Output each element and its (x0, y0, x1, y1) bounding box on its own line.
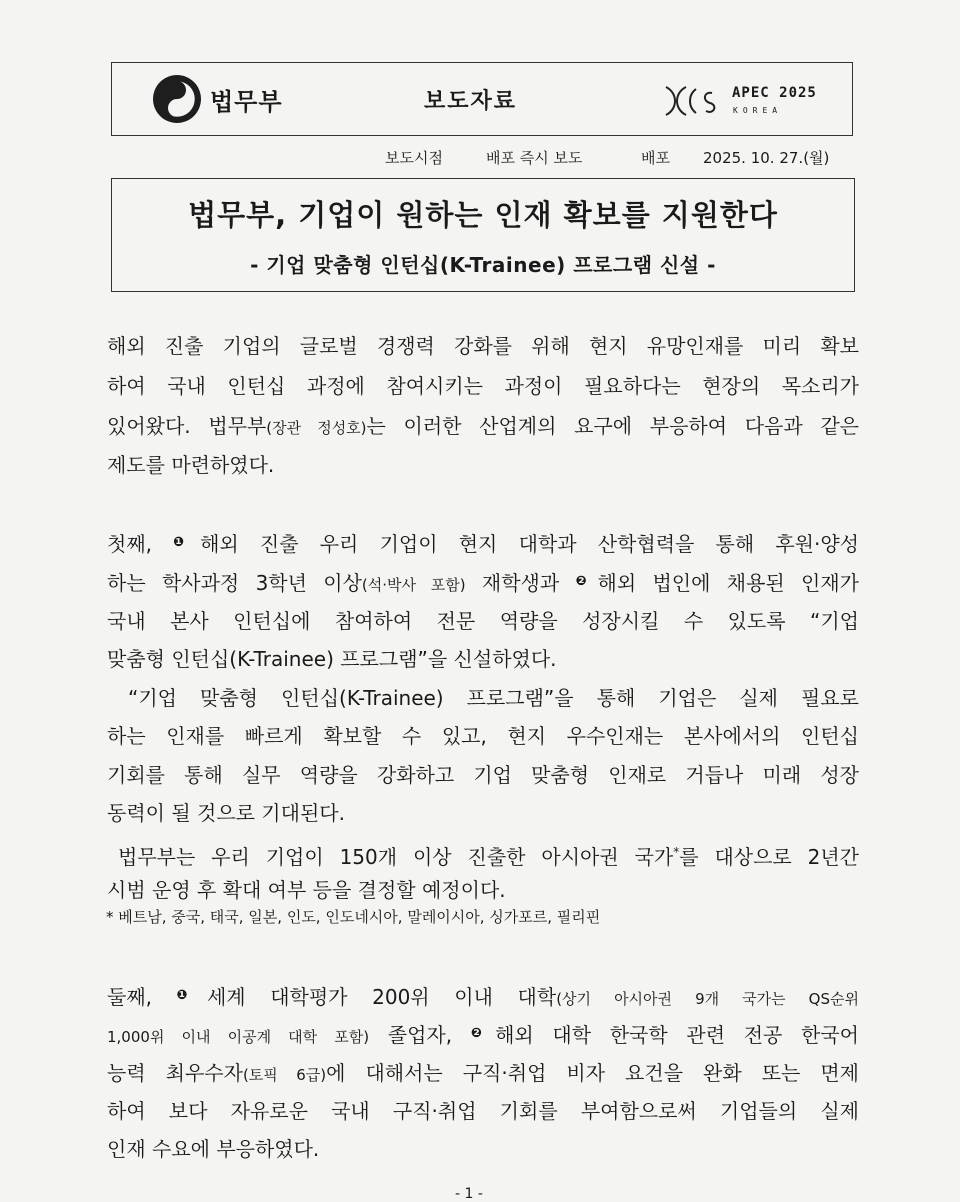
first-line-6: 하는 인재를 빠르게 확보할 수 있고, 현지 우수인재는 본사에서의 인턴십 (107, 724, 859, 748)
header-box (111, 62, 853, 136)
release-date-label: 배포 (641, 149, 670, 167)
second-line-3: 능력 최우수자(토픽 6급)에 대해서는 구직·취업 비자 요건을 완화 또는 면제 (107, 1061, 859, 1085)
government-emblem-icon (152, 74, 202, 124)
apec-title: APEC 2025 (732, 85, 817, 101)
apec-logo-icon (662, 81, 722, 121)
first-line-10: 시범 운영 후 확대 여부 등을 결정할 예정이다. (107, 878, 506, 902)
release-time-value: 배포 즉시 보도 (486, 149, 583, 167)
apec-subtitle: KOREA (733, 106, 783, 115)
page-number: - 1 - (455, 1186, 483, 1202)
intro-line-2: 하여 국내 인턴십 과정에 참여시키는 과정이 필요하다는 현장의 목소리가 (107, 374, 859, 398)
second-line-1: 둘째, $^❶$세계 대학평가 200위 이내 대학(상기 아시아권 9개 국가는 QS순위 (107, 985, 859, 1009)
first-line-9: 법무부는 우리 기업이 150개 이상 진출한 아시아권 국가*를 대상으로 2년간 (118, 845, 859, 869)
release-time-label: 보도시점 (385, 149, 443, 167)
first-line-8: 동력이 될 것으로 기대된다. (107, 801, 345, 825)
headline: 법무부, 기업이 원하는 인재 확보를 지원한다 (188, 198, 778, 232)
first-line-1: 첫째, $^❶$해외 진출 우리 기업이 현지 대학과 산학협력을 통해 후원·양성 (107, 532, 860, 556)
release-date-value: 2025. 10. 27.(월) (703, 149, 830, 167)
document-type: 보도자료 (424, 89, 518, 114)
first-line-3: 국내 본사 인턴십에 참여하여 전문 역량을 성장시킬 수 있도록 “기업 (107, 609, 859, 633)
intro-line-3: 있어왔다. 법무부(장관 정성호)는 이러한 산업계의 요구에 부응하여 다음과 같은 (107, 414, 859, 438)
country-footnote: * 베트남, 중국, 태국, 일본, 인도, 인도네시아, 말레이시아, 싱가포르, 필리핀 (106, 908, 601, 926)
second-line-4: 하여 보다 자유로운 국내 구직·취업 기회를 부여함으로써 기업들의 실제 (107, 1099, 859, 1123)
first-line-2: 하는 학사과정 3학년 이상(석·박사 포함) 재학생과 $^❷$해외 법인에 채용된 인재가 (107, 571, 859, 595)
intro-line-1: 해외 진출 기업의 글로벌 경쟁력 강화를 위해 현지 유망인재를 미리 확보 (107, 334, 859, 358)
first-line-5: “기업 맞춤형 인턴십(K-Trainee) 프로그램”을 통해 기업은 실제 필요로 (128, 686, 859, 710)
first-line-7: 기회를 통해 실무 역량을 강화하고 기업 맞춤형 인재로 거듭나 미래 성장 (107, 763, 859, 787)
second-line-5: 인재 수요에 부응하였다. (107, 1137, 320, 1161)
first-line-4: 맞춤형 인턴십(K-Trainee) 프로그램”을 신설하였다. (107, 647, 557, 671)
title-box (111, 178, 855, 292)
second-line-2: 1,000위 이내 이공계 대학 포함) 졸업자, $^❷$해외 대학 한국학 관련 전공 한국어 (107, 1023, 859, 1047)
intro-line-4: 제도를 마련하였다. (107, 453, 275, 477)
ministry-name: 법무부 (210, 88, 283, 116)
subheadline: - 기업 맞춤형 인턴십(K-Trainee) 프로그램 신설 - (250, 253, 716, 277)
